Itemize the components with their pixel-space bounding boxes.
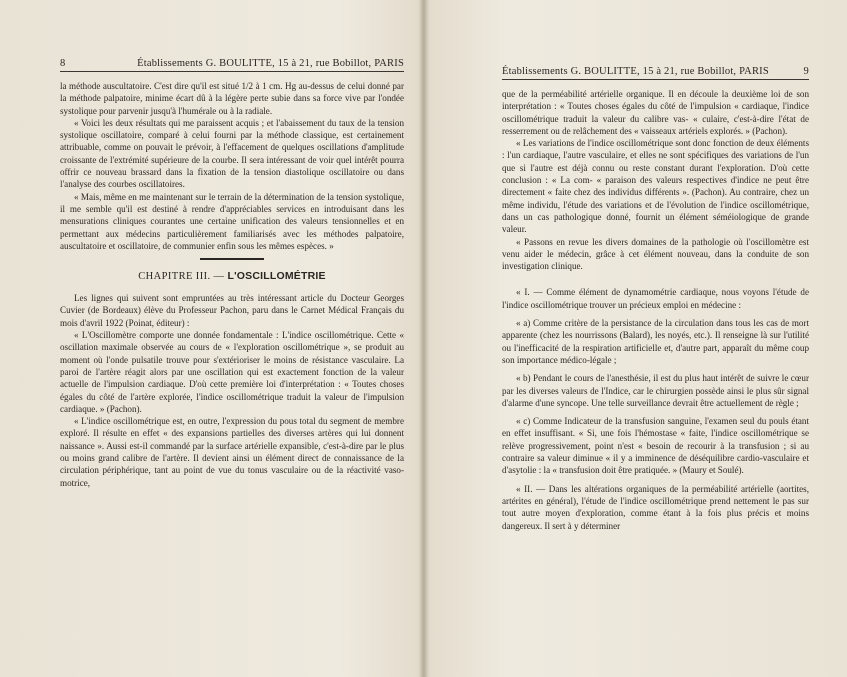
page-number-right: 9: [803, 66, 809, 77]
paragraph: « I. — Comme élément de dynamométrie cardiaque, nous voyons l'étude de l'indice oscillométrique trouver un précieux emploi en médecine :: [502, 287, 809, 310]
running-head-right: [502, 66, 809, 80]
paragraph: Les lignes qui suivent sont empruntées au très intéressant article du Docteur Georges Cuvier (de Bordeaux) élève du Professeur Pachon, paru dans le Carnet Médical Français du mois d'avril 1922 (Poinat, éditeur) :: [60, 293, 404, 328]
chapter-label: CHAPITRE III. —: [138, 271, 225, 283]
header-text-right: Établissements G. BOULITTE, 15 à 21, rue Bobillot, PARIS: [502, 66, 769, 77]
paragraph: « c) Comme Indicateur de la transfusion sanguine, l'examen seul du pouls étant en effet insuffisant. « Si, une fois l'hémostase « faite, l'indice oscillométrique se relève progressivement, point n'est « besoin de recourir à la transfusion ; si au contraire sa valeur diminue « il y a imminence de déséquilibre cardio-vasculaire et d'asytolie : la « transfusion doit être pratiquée. » (Maury et Soulé).: [502, 416, 809, 476]
paragraph: « L'Oscillomètre comporte une donnée fondamentale : L'indice oscillométrique. Cette « oscillation maximale observée au cours de « l'exploration oscillométrique », se produit au moment où l'onde pulsatile trouve pour s'extérioriser le moins de résistance vasculaire. La paroi de l'artère réagit alors par une oscillation qui est exactement fonction de la valeur actuelle de l'impulsion cardiaque. D'où cette première loi d'interprétation : « Toutes choses égales du côté de l'artère explorée, l'indice oscillométrique traduit la valeur de l'impulsion cardiaque. » (Pachon).: [60, 330, 404, 414]
paragraph: la méthode auscultatoire. C'est dire qu'il est situé 1/2 à 1 cm. Hg au-dessus de celui donné par la méthode palpatoire, minime écart dû à la légère perte subie dans sa force vive par l'ondée systolique pour parvenir jusqu'à l'humérale ou à la radiale.: [60, 81, 404, 116]
paragraph: « a) Comme critère de la persistance de la circulation dans tous les cas de mort apparente (chez les nourrissons (Balard), les noyés, etc.). Il renseigne là sur l'utilité ou l'inefficacité de la respiration artificielle et, d'autre part, apparaît du même coup son importance médico-légale ;: [502, 318, 809, 365]
chapter-heading: [60, 270, 404, 282]
header-text-left: Établissements G. BOULITTE, 15 à 21, rue Bobillot, PARIS: [137, 58, 404, 69]
paragraph: « Voici les deux résultats qui me paraissent acquis ; et l'abaissement du taux de la tension systolique oscillatoire, comparé à celui fourni par la méthode classique, est certainement attribuable, comme on pouvait le prévoir, à l'effacement de quelques oscillations d'amplitude croissante de l'extrémité supérieure de la courbe. Il sera intéressant de voir quel intérêt pourra offrir ce nouveau brassard dans la fixation de la tension diastolique oscillatoire ou dans l'analyse des courbes oscillatoires.: [60, 117, 404, 190]
running-head-left: [60, 58, 404, 72]
paragraph: « L'indice oscillométrique est, en outre, l'expression du pous total du segment de membre exploré. Il résulte en effet « des expansions partielles des diverses artères qui lui donnent naissance ». Aussi est-il commandé par la surface artérielle expansible, c'est-à-dire par le plus ou moins grand calibre de l'artère. Il devient ainsi un élément direct de connaissance de la circulation périphérique, tant au point de vue du tonus vasculaire ou de la réactivité vaso-motrice,: [60, 416, 404, 488]
page-number-left: 8: [60, 58, 66, 69]
paragraph: « Passons en revue les divers domaines de la pathologie où l'oscillomètre est venu aider le médecin, grâce à cet élément nouveau, dans la conduite de son investigation clinique.: [502, 236, 809, 272]
chapter-title: L'OSCILLOMÉTRIE: [227, 270, 326, 283]
paragraph: « II. — Dans les altérations organiques de la perméabilité artérielle (aortites, artérites en général), l'étude de l'indice oscillométrique prend nettement le pas sur tout autre moyen d'exploration, comme étant à la fois plus précis et moins dangereux. Il sert à y déterminer: [502, 483, 809, 531]
paragraph: « Mais, même en me maintenant sur le terrain de la détermination de la tension systolique, il me semble qu'il est destiné à rendre d'appréciables services en introduisant dans les mensurations cliniques courantes une certaine unification des valeurs tensionnelles et en permettant aux médecins particulièrement familiarisés avec les méthodes palpatoire, auscultatoire et oscillatoire, de communier enfin sous les mêmes espèces. »: [60, 191, 404, 251]
right-page: [424, 0, 847, 677]
section-rule: [200, 258, 264, 260]
paragraph: « b) Pendant le cours de l'anesthésie, il est du plus haut intérêt de suivre le cœur par les diverses valeurs de l'Indice, car le chirurgien possède ainsi le plus sûr signal d'alarme d'une syncope. Une telle surveillance devrait être actuellement de règle ;: [502, 373, 809, 408]
paragraph: « Les variations de l'indice oscillométrique sont donc fonction de deux éléments : l'un cardiaque, l'autre vasculaire, et elles ne sont spécifiques des variations de l'un que si l'autre est déjà connu ou reste constant durant l'exploration. D'où cette conclusion : « La com- « paraison des valeurs respectives d'indice ne peut être directement « faite chez des individus différents ». (Pachon). Au contraire, chez un même individu, l'étude des variations et de l'évolution de l'indice oscillométrique, dans un cas pathologique donné, fournit un élément séméiologique de grande valeur.: [502, 138, 809, 235]
paragraph: que de la perméabilité artérielle organique. Il en découle la deuxième loi de son interprétation : « Toutes choses égales du côté de l'impulsion « cardiaque, l'indice oscillométrique traduit la valeur du calibre vas- « culaire, c'est-à-dire l'état de resserrement ou de relâchement des « vaisseaux artériels explorés. » (Pachon).: [502, 89, 809, 136]
